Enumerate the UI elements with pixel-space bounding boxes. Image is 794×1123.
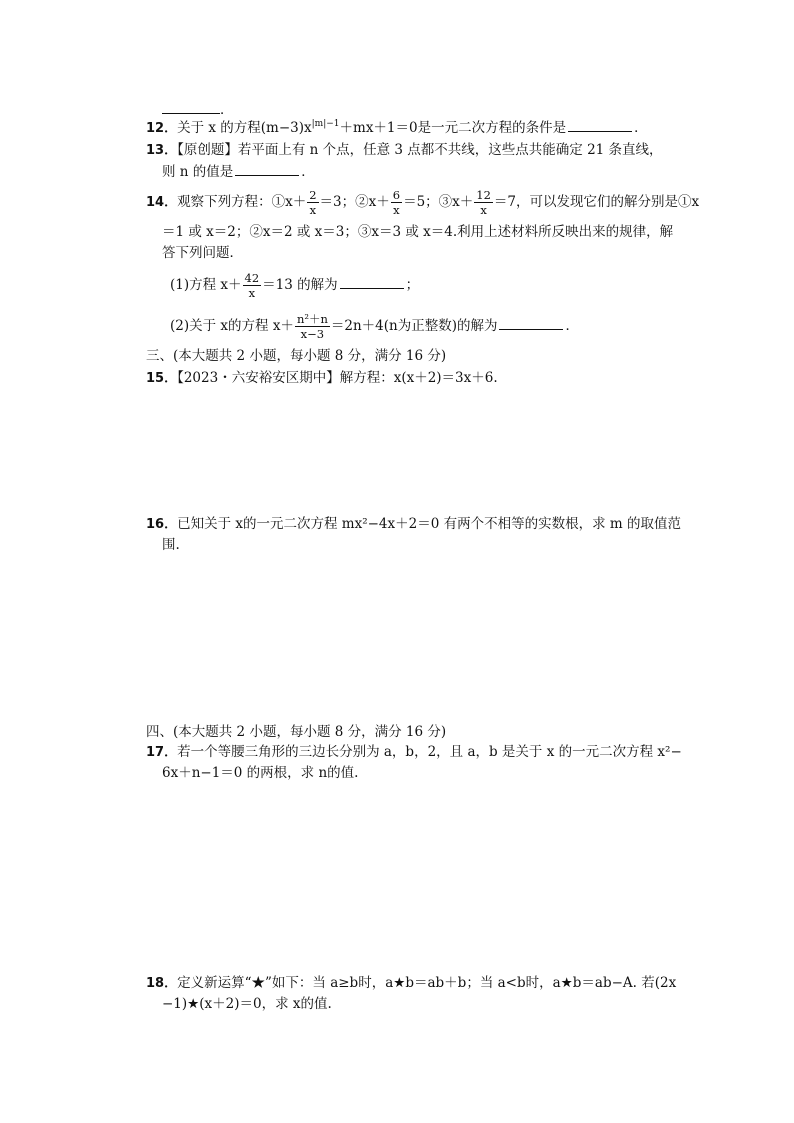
section-3-heading: 三、(本大题共 2 小题，每小题 8 分，满分 16 分) xyxy=(146,348,447,364)
q18-line2: −1)★(x＋2)＝0，求 x的值. xyxy=(162,996,332,1012)
question-17 xyxy=(146,743,682,762)
q14-p2-text-2: ＝2n＋4(n为正整数)的解为 xyxy=(330,318,498,334)
q14-line3: 答下列问题． xyxy=(162,245,243,261)
q15-text: 【2023・六安裕安区期中】解方程：x(x＋2)＝3x＋6. xyxy=(177,370,498,386)
question-number: 14． xyxy=(146,195,178,210)
fraction-denominator: x xyxy=(309,203,317,217)
q13-text: 【原创题】若平面上有 n 个点，任意 3 点都不共线，这些点共能确定 21 条直线， xyxy=(177,142,663,158)
q12-exponent: |m|−1 xyxy=(311,119,340,129)
question-13 xyxy=(146,141,663,160)
question-18 xyxy=(146,974,676,993)
answer-blank xyxy=(235,162,299,176)
section-4-heading: 四、(本大题共 2 小题，每小题 8 分，满分 16 分) xyxy=(146,724,447,740)
fraction-denominator: x xyxy=(248,286,256,300)
question-13-line2 xyxy=(162,162,315,181)
q14-text: ＝3；②x＋ xyxy=(319,194,390,210)
answer-blank xyxy=(162,100,220,114)
question-number: 15． xyxy=(146,371,178,386)
answer-blank xyxy=(340,275,404,289)
question-15 xyxy=(146,369,498,388)
fraction xyxy=(391,188,402,217)
q14-part2 xyxy=(170,309,579,343)
q12-text-2: ＋mx＋1＝0是一元二次方程的条件是 xyxy=(339,120,567,136)
fraction-numerator: 2 xyxy=(309,188,317,202)
q12-end: ． xyxy=(634,120,648,136)
fraction-numerator: 42 xyxy=(244,271,260,285)
q12-text: 关于 x 的方程(m−3)x xyxy=(177,120,312,136)
fraction-numerator: 6 xyxy=(392,188,401,202)
q14-part1 xyxy=(170,268,419,302)
q16-text: 已知关于 x的一元二次方程 mx²−4x＋2＝0 有两个不相等的实数根，求 m 的取值范 xyxy=(177,516,681,532)
fraction xyxy=(243,271,262,300)
q17-text: 若一个等腰三角形的三边长分别为 a，b，2，且 a，b 是关于 x 的一元二次方程 x²− xyxy=(177,744,682,760)
q14-p1-text-2: ＝13 的解为 xyxy=(262,277,338,293)
q14-p2-text: (2)关于 x的方程 x＋ xyxy=(170,318,294,334)
q13-end: ． xyxy=(301,164,315,180)
q14-text: ＝5；③x＋ xyxy=(403,194,474,210)
question-14 xyxy=(146,185,699,220)
q14-p1-text: (1)方程 x＋ xyxy=(170,277,242,293)
fraction-numerator: n²＋n xyxy=(296,312,328,326)
q18-text: 定义新运算“★”如下：当 a≥b时，a★b＝ab＋b；当 a<b时，a★b＝ab−A. 若(2x xyxy=(177,975,677,991)
answer-blank xyxy=(568,118,632,132)
question-number: 18． xyxy=(146,976,178,991)
q14-p1-end: ； xyxy=(405,277,420,293)
fraction-denominator: x xyxy=(393,203,400,217)
answer-blank xyxy=(499,316,563,330)
question-number: 12． xyxy=(146,121,178,136)
fraction-denominator: x xyxy=(480,203,487,217)
q16-line2: 围. xyxy=(162,537,180,553)
question-number: 13． xyxy=(146,143,178,158)
q13-text-2: 则 n 的值是 xyxy=(162,164,234,180)
question-number: 16． xyxy=(146,517,178,532)
fraction xyxy=(295,312,330,341)
fraction xyxy=(474,188,493,217)
q14-line2: ＝1 或 x＝2；②x＝2 或 x＝3；③x＝3 或 x＝4.利用上述材料所反映出来的规律，解 xyxy=(162,224,674,240)
question-16 xyxy=(146,515,681,534)
q14-text: 观察下列方程：①x＋ xyxy=(177,194,307,210)
q11-answer-line xyxy=(162,100,234,119)
q17-line2: 6x＋n−1＝0 的两根，求 n的值. xyxy=(162,765,359,781)
q14-p2-end: ． xyxy=(565,318,579,334)
question-12 xyxy=(146,118,648,138)
fraction-denominator: x−3 xyxy=(300,327,325,341)
q14-text: ＝7，可以发现它们的解分别是①x xyxy=(493,194,700,210)
q11-tail: ． xyxy=(220,102,234,118)
question-number: 17． xyxy=(146,745,178,760)
fraction xyxy=(307,188,318,217)
fraction-numerator: 12 xyxy=(476,188,491,202)
